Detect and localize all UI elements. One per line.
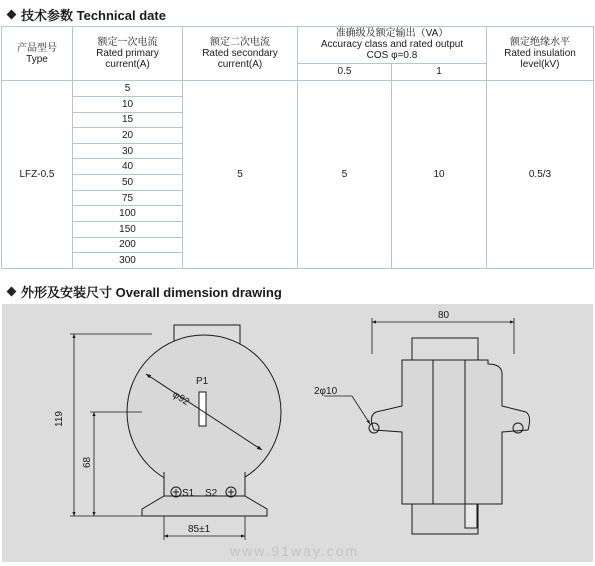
header-class-a: 0.5 (298, 63, 392, 81)
header-primary-en1: Rated primary (96, 48, 159, 60)
header-insulation-cn: 额定绝缘水平 (510, 37, 570, 49)
header-secondary-en1: Rated secondary (202, 48, 278, 60)
cell-current: 30 (73, 143, 183, 159)
diamond-bullet-icon (7, 9, 17, 19)
label-85: 85±1 (188, 524, 211, 535)
section-title-dimension-text: 外形及安装尺寸 Overall dimension drawing (21, 284, 282, 300)
cell-current: 75 (73, 190, 183, 206)
side-top-cap (412, 338, 478, 360)
cell-output-b: 10 (392, 81, 487, 269)
header-type (2, 27, 73, 81)
cell-current: 5 (73, 81, 183, 97)
label-68: 68 (82, 456, 93, 468)
header-secondary (183, 27, 298, 81)
cell-current: 40 (73, 159, 183, 175)
section-title-dimension (6, 281, 282, 301)
side-body-shape (371, 360, 529, 504)
cell-current: 50 (73, 175, 183, 191)
diamond-bullet-icon (7, 286, 17, 296)
header-primary-en2: current(A) (105, 59, 150, 71)
header-accuracy-cn: 准确级及额定输出（VA） (335, 28, 449, 40)
dimension-drawing (2, 304, 593, 562)
watermark: www.91way.com (230, 543, 360, 559)
header-secondary-en2: current(A) (217, 59, 263, 71)
header-primary (73, 27, 183, 81)
label-s1: S1 (182, 488, 195, 499)
header-accuracy-cos: COS φ=0.8 (366, 50, 418, 62)
label-119: 119 (54, 411, 65, 427)
section-title-technical (6, 4, 166, 24)
label-80: 80 (438, 310, 450, 321)
cell-current: 150 (73, 221, 183, 237)
cell-current: 100 (73, 206, 183, 222)
cell-current: 20 (73, 128, 183, 144)
spec-table (1, 26, 594, 269)
header-accuracy-en: Accuracy class and rated output (320, 39, 464, 51)
side-terminal-screw (465, 504, 477, 528)
base-plate-shape (142, 496, 267, 516)
header-type-en: Type (26, 53, 48, 65)
hole-leader-diagonal (352, 396, 370, 424)
front-view (70, 325, 281, 540)
label-diameter: φ92 (170, 389, 192, 409)
header-insulation-en1: Rated insulation (504, 48, 576, 60)
dimension-drawing-svg (2, 304, 593, 562)
header-primary-cn: 额定一次电流 (97, 37, 158, 49)
cell-current: 300 (73, 253, 183, 269)
cell-current: 15 (73, 112, 183, 128)
cell-output-a: 5 (298, 81, 392, 269)
label-hole: 2φ10 (314, 386, 338, 397)
header-class-b: 1 (392, 63, 487, 81)
cell-insulation: 0.5/3 (487, 81, 594, 269)
label-p1: P1 (196, 376, 209, 387)
header-secondary-cn: 额定二次电流 (210, 37, 270, 49)
section-title-technical-text: 技术参数 Technical date (21, 7, 166, 23)
header-accuracy (298, 27, 487, 64)
label-s2: S2 (205, 488, 218, 499)
cell-secondary: 5 (183, 81, 298, 269)
cell-current: 200 (73, 237, 183, 253)
header-type-cn: 产品型号 (17, 42, 57, 54)
header-insulation-en2: level(kV) (520, 59, 560, 71)
header-insulation (487, 27, 594, 81)
side-view (324, 318, 530, 534)
cell-current: 10 (73, 96, 183, 112)
cell-type: LFZ-0.5 (2, 81, 73, 269)
